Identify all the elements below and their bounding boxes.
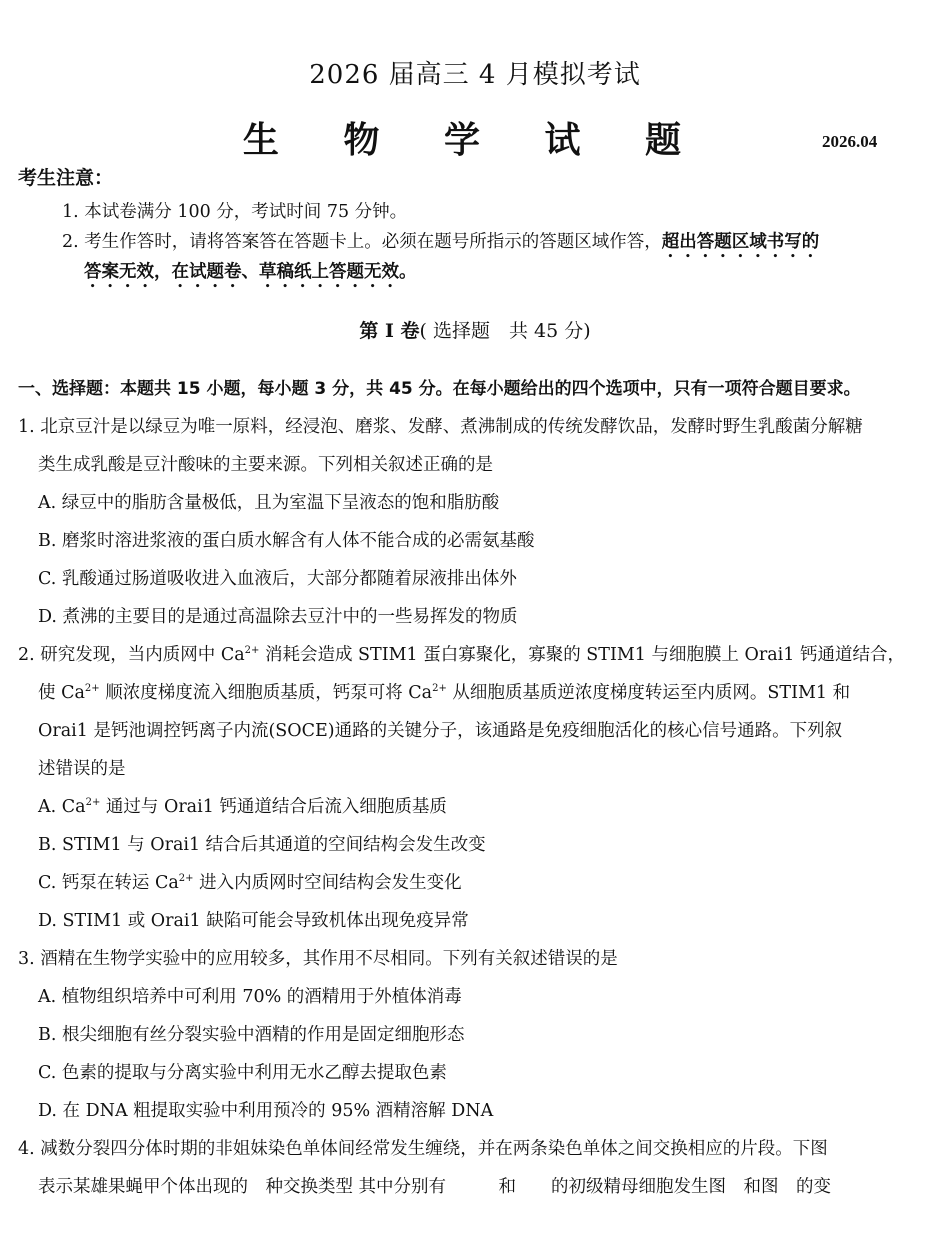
- q2-stem-line4: 述错误的是: [38, 759, 126, 779]
- section-title-bold: 第 I 卷: [359, 320, 420, 342]
- notice-item-2-line2: [84, 258, 417, 292]
- section-title-rest: ( 选择题 共 45 分): [419, 320, 591, 342]
- part1-instruction: 一、选择题：本题共 15 小题，每小题 3 分，共 45 分。在每小题给出的四个选项中，只有一项符合题目要求。: [18, 379, 861, 399]
- notice-item-2-emphasis-1: 超出答题区域书写的: [661, 232, 820, 252]
- q3-option-b: B. 根尖细胞有丝分裂实验中酒精的作用是固定细胞形态: [38, 1025, 465, 1045]
- notice-item-1: 1. 本试卷满分 100 分，考试时间 75 分钟。: [62, 202, 408, 222]
- q2-stem-line2: 使 $Ca^{2+}$ 顺浓度梯度流入细胞质基质，钙泵可将 $Ca^{2+}$ 从细胞质基质逆浓度梯度转运至内质网。STIM1 和: [38, 683, 851, 703]
- charge-superscript: 2+: [178, 873, 194, 884]
- q3-stem: 3. 酒精在生物学实验中的应用较多，其作用不尽相同。下列有关叙述错误的是: [18, 949, 618, 969]
- q3-option-a: A. 植物组织培养中可利用 70% 的酒精用于外植体消毒: [38, 987, 462, 1007]
- q2-stem-line3: Orai1 是钙池调控钙离子内流(SOCE)通路的关键分子，该通路是免疫细胞活化的核心信号通路。下列叙: [38, 721, 843, 741]
- q1-stem-line1: 1. 北京豆汁是以绿豆为唯一原料，经浸泡、磨浆、发酵、煮沸制成的传统发酵饮品，发酵时野生乳酸菌分解糖: [18, 417, 863, 437]
- subject-title: 生 物 学 试 题: [242, 119, 708, 161]
- q1-option-b: B. 磨浆时溶进浆液的蛋白质水解含有人体不能合成的必需氨基酸: [38, 531, 535, 551]
- charge-superscript: 2+: [85, 797, 101, 808]
- charge-superscript: 2+: [84, 683, 100, 694]
- q3-option-c: C. 色素的提取与分离实验中利用无水乙醇去提取色素: [38, 1063, 447, 1083]
- q2-option-a: A. $Ca^{2+}$ 通过与 Orai1 钙通道结合后流入细胞质基质: [38, 797, 447, 817]
- notice-item-2-line1: [62, 228, 819, 262]
- notice-item-2-emphasis-2: 答案无效，在试题卷、草稿纸上答题无效: [84, 262, 399, 282]
- notice-item-2-end: 。: [399, 262, 417, 282]
- q2-option-d: D. STIM1 或 Orai1 缺陷可能会导致机体出现免疫异常: [38, 911, 469, 931]
- notice-item-2-text: 2. 考生作答时，请将答案答在答题卡上。必须在题号所指示的答题区域作答，: [62, 232, 662, 252]
- exam-date: 2026.04: [822, 132, 878, 151]
- q4-stem-line2: 表示某雄果蝇甲个体出现的 种交换类型 其中分别有 和 的初级精母细胞发生图 和图 的变: [38, 1177, 832, 1197]
- q2-option-b: B. STIM1 与 Orai1 结合后其通道的空间结构会发生改变: [38, 835, 486, 855]
- notice-heading: 考生注意：: [18, 167, 114, 189]
- q4-stem-line1: 4. 减数分裂四分体时期的非姐妹染色单体间经常发生缠绕，并在两条染色单体之间交换相应的片段。下图: [18, 1139, 828, 1159]
- exam-title: 2026 届高三 4 月模拟考试: [309, 60, 641, 90]
- q3-option-d: D. 在 DNA 粗提取实验中利用预冷的 95% 酒精溶解 DNA: [38, 1101, 494, 1121]
- charge-superscript: 2+: [432, 683, 447, 694]
- q2-stem-line1: 2. 研究发现，当内质网中 $Ca^{2+}$ 消耗会造成 STIM1 蛋白寡聚化，寡聚的 STIM1 与细胞膜上 Orai1 钙通道结合，: [18, 645, 905, 665]
- charge-superscript: 2+: [244, 645, 260, 656]
- q2-option-c: C. 钙泵在转运 $Ca^{2+}$ 进入内质网时空间结构会发生变化: [38, 873, 462, 893]
- q1-option-a: A. 绿豆中的脂肪含量极低，且为室温下呈液态的饱和脂肪酸: [38, 493, 500, 513]
- q1-stem-line2: 类生成乳酸是豆汁酸味的主要来源。下列相关叙述正确的是: [38, 455, 493, 475]
- q1-option-d: D. 煮沸的主要目的是通过高温除去豆汁中的一些易挥发的物质: [38, 607, 518, 627]
- q1-option-c: C. 乳酸通过肠道吸收进入血液后，大部分都随着尿液排出体外: [38, 569, 517, 589]
- section-heading: [0, 316, 950, 343]
